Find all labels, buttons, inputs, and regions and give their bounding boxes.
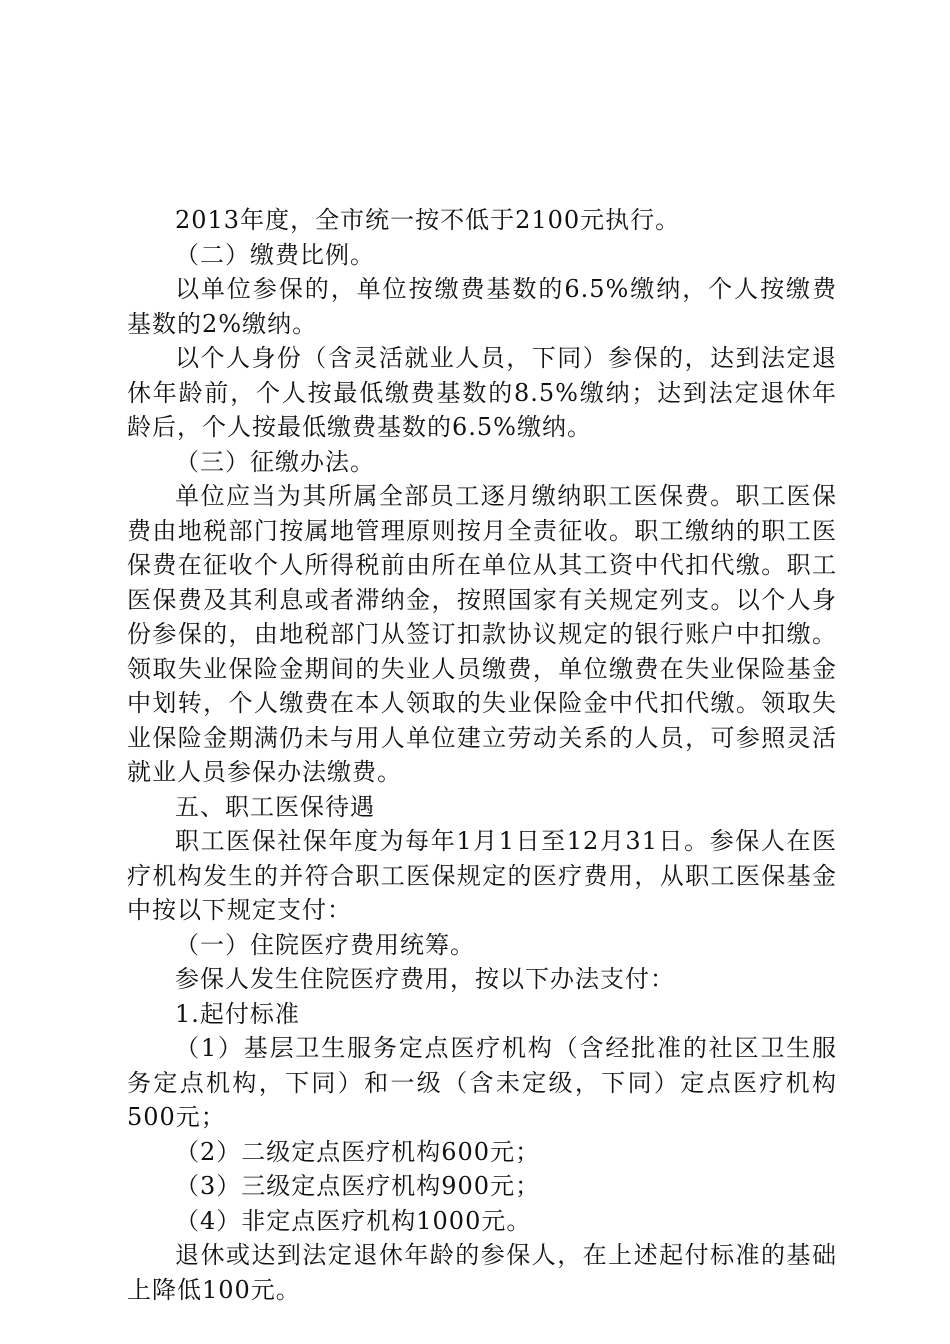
heading-benefits: 五、职工医保待遇	[175, 792, 375, 821]
paragraph-deductible-non-designated: （4）非定点医疗机构1000元。	[175, 1206, 532, 1235]
paragraph-individual-ratio: 以个人身份（含灵活就业人员，下同）参保的，达到法定退休年龄前，个人按最低缴费基数的8.5%缴纳；达到法定退休年龄后，个人按最低缴费基数的6.5%缴纳。	[127, 344, 837, 441]
paragraph-deductible-level3: （3）三级定点医疗机构900元；	[175, 1172, 541, 1200]
paragraph-inpatient-payment: 参保人发生住院医疗费用，按以下办法支付：	[175, 965, 675, 993]
heading-collection-method: （三）征缴办法。	[175, 447, 375, 476]
paragraph-deductible-level2: （2）二级定点医疗机构600元；	[175, 1137, 541, 1166]
heading-contribution-ratio: （二）缴费比例。	[175, 240, 375, 269]
paragraph-social-year: 职工医保社保年度为每年1月1日至12月31日。参保人在医疗机构发生的并符合职工医保规定的医疗费用，从职工医保基金中按以下规定支付：	[127, 827, 837, 924]
paragraph-base-2013: 2013年度，全市统一按不低于2100元执行。	[175, 206, 681, 234]
heading-deductible: 1.起付标准	[175, 999, 300, 1028]
document-body	[127, 203, 837, 1307]
paragraph-deductible-level1: （1）基层卫生服务定点医疗机构（含经批准的社区卫生服务定点机构，下同）和一级（含未定级，下同）定点医疗机构500元；	[127, 1034, 837, 1131]
paragraph-unit-ratio: 以单位参保的，单位按缴费基数的6.5%缴纳，个人按缴费基数的2%缴纳。	[127, 275, 837, 338]
heading-inpatient-pooling: （一）住院医疗费用统筹。	[175, 930, 475, 959]
paragraph-collection-method: 单位应当为其所属全部员工逐月缴纳职工医保费。职工医保费由地税部门按属地管理原则按月全责征收。职工缴纳的职工医保费在征收个人所得税前由所在单位从其工资中代扣代缴。职工医保费及其利息或者滞纳金，按照国家有关规定列支。以个人身份参保的，由地税部门从签订扣款协议规定的银行账户中扣缴。领取失业保险金期间的失业人员缴费，单位缴费在失业保险基金中划转，个人缴费在本人领取的失业保险金中代扣代缴。领取失业保险金期满仍未与用人单位建立劳动关系的人员，可参照灵活就业人员参保办法缴费。	[127, 482, 837, 786]
paragraph-retiree-reduction: 退休或达到法定退休年龄的参保人，在上述起付标准的基础上降低100元。	[127, 1241, 837, 1304]
